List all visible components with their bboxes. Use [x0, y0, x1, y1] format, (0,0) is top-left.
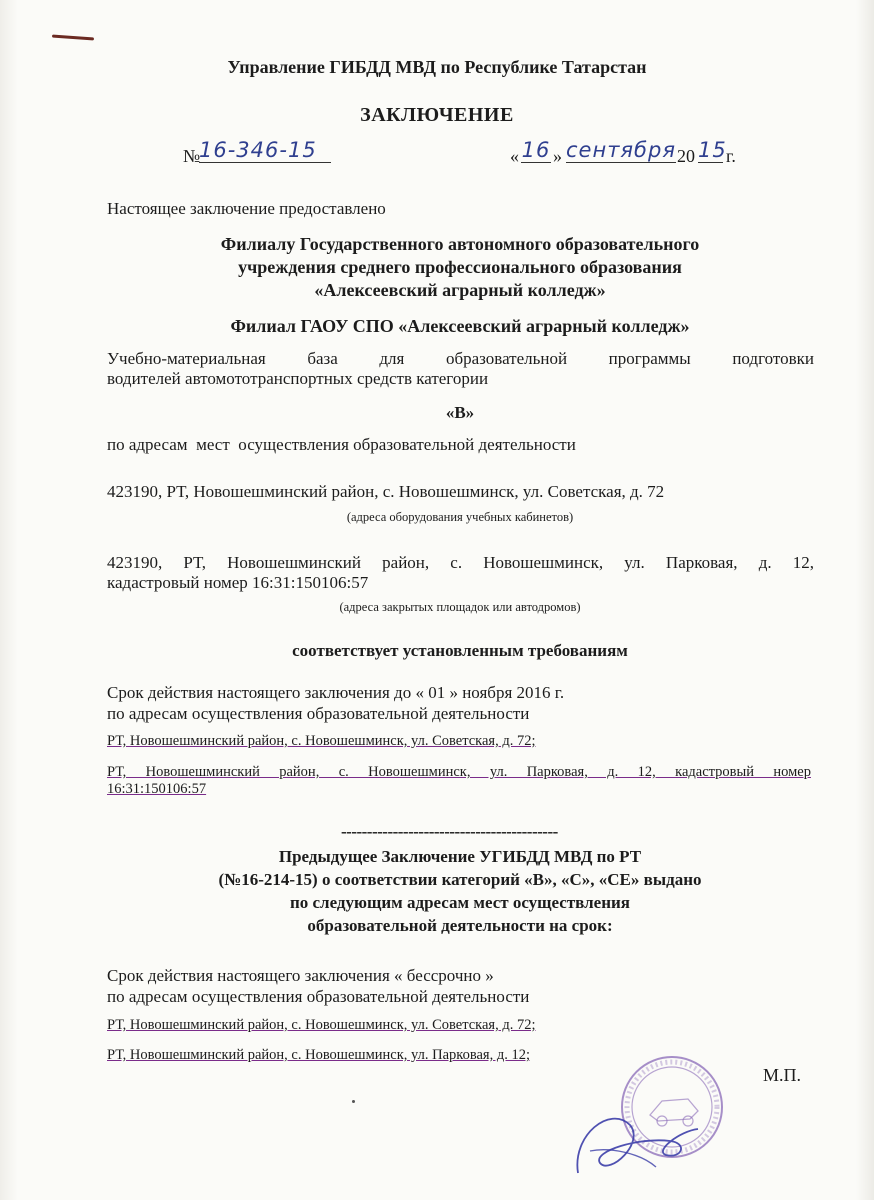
previous-line-3: по следующим адресам мест осуществления: [289, 893, 631, 912]
recipient-line-1: Филиалу Государственного автономного образовательного: [220, 234, 700, 254]
addresses-intro: по адресам мест осуществления образовательной деятельности: [107, 435, 576, 454]
validity-line-2: по адресам осуществления образовательной деятельности: [107, 704, 530, 723]
intro-text: Настоящее заключение предоставлено: [107, 199, 386, 218]
classroom-address: 423190, РТ, Новошешминский район, с. Новошешминск, ул. Советская, д. 72: [107, 482, 665, 501]
ground-address-line-2: кадастровый номер 16:31:150106:57: [107, 573, 369, 592]
stamp-place-label: М.П.: [763, 1065, 802, 1085]
doc-number-prefix: №: [183, 146, 201, 166]
previous-validity-address-2: РТ, Новошешминский район, с. Новошешминск, ул. Парковая, д. 12;: [107, 1047, 530, 1063]
validity-address-1: РТ, Новошешминский район, с. Новошешминск, ул. Советская, д. 72;: [107, 733, 536, 749]
doc-number-handwritten: 16-346-15: [199, 138, 331, 163]
previous-line-4: образовательной деятельности на срок:: [307, 916, 613, 935]
date-year-suffix: г.: [726, 146, 736, 166]
pen-mark: [52, 35, 94, 41]
vehicle-category: «В»: [445, 403, 475, 422]
separator-line: ------------------------------------------: [341, 822, 558, 841]
official-stamp-seal: [570, 1055, 730, 1195]
date-quote-close: »: [553, 146, 562, 166]
previous-line-2: (№16-214-15) о соответствии категорий «В», «С», «СЕ» выдано: [218, 870, 702, 889]
date-year-handwritten: 15: [698, 138, 727, 162]
conclusion-statement: соответствует установленным требованиям: [292, 641, 628, 660]
speck: [352, 1100, 355, 1103]
previous-validity-address-1: РТ, Новошешминский район, с. Новошешминск, ул. Советская, д. 72;: [107, 1017, 536, 1033]
program-line-1: Учебно-материальная база для образовательной программы подготовки: [107, 349, 814, 368]
date-quote-open: «: [510, 146, 519, 166]
date-month-handwritten: сентября: [566, 138, 676, 162]
recipient-short-name: Филиал ГАОУ СПО «Алексеевский аграрный колледж»: [230, 316, 690, 336]
ground-address-line-1: 423190, РТ, Новошешминский район, с. Новошешминск, ул. Парковая, д. 12,: [107, 553, 814, 572]
validity-line-1: Срок действия настоящего заключения до « 01 » ноября 2016 г.: [107, 683, 565, 702]
previous-validity-line-2: по адресам осуществления образовательной деятельности: [107, 987, 530, 1006]
validity-address-2-line-1: РТ, Новошешминский район, с. Новошешминск, ул. Парковая, д. 12, кадастровый номер: [107, 764, 811, 780]
recipient-line-2: учреждения среднего профессионального образования: [238, 257, 682, 277]
recipient-line-3: «Алексеевский аграрный колледж»: [314, 280, 606, 300]
previous-line-1: Предыдущее Заключение УГИБДД МВД по РТ: [278, 847, 642, 866]
document-title: ЗАКЛЮЧЕНИЕ: [360, 104, 514, 126]
classroom-address-caption: (адреса оборудования учебных кабинетов): [346, 510, 574, 524]
ground-address-caption: (адреса закрытых площадок или автодромов): [339, 600, 581, 614]
authority-header: Управление ГИБДД МВД по Республике Татарстан: [227, 57, 647, 77]
date-year-prefix: 20: [677, 146, 695, 166]
program-line-2: водителей автомототранспортных средств категории: [107, 369, 489, 388]
validity-address-2-line-2: 16:31:150106:57: [107, 781, 207, 797]
previous-validity-line-1: Срок действия настоящего заключения « бессрочно »: [107, 966, 494, 985]
date-day-handwritten: 16: [521, 138, 551, 162]
